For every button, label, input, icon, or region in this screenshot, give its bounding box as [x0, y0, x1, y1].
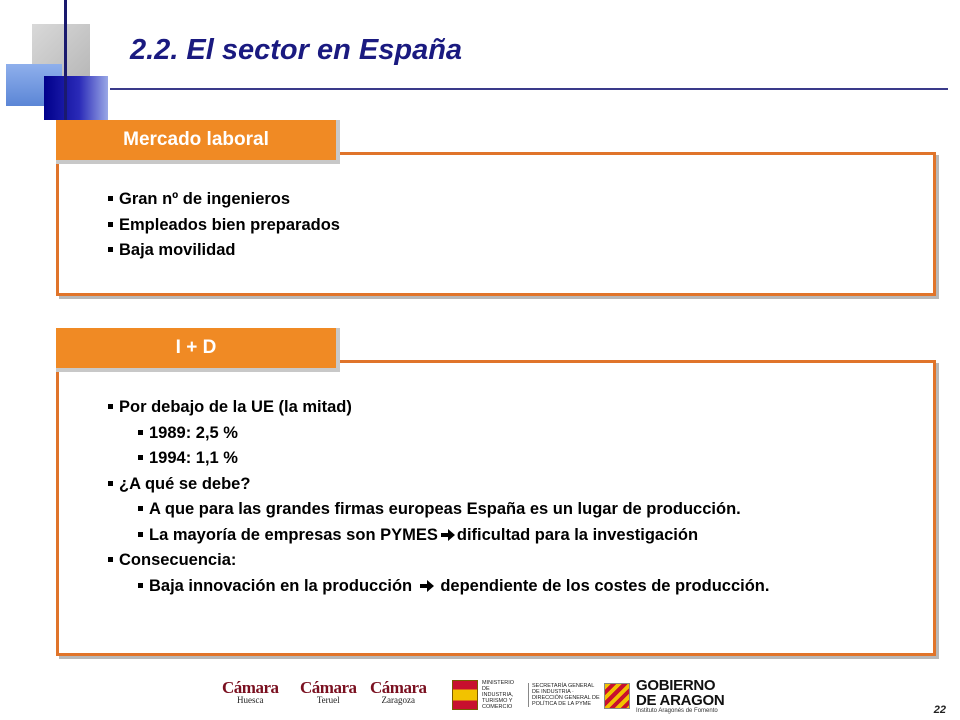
title-vertical-rule [64, 0, 67, 122]
mercado-laboral-list [107, 187, 340, 264]
gobierno-line1: GOBIERNO [636, 677, 716, 694]
arrow-right-icon [420, 580, 434, 592]
logo-name: Cámara [222, 678, 279, 697]
list-item-text: Baja innovación en la producción [149, 576, 413, 595]
mercado-laboral-tab: Mercado laboral [56, 120, 340, 164]
page-number: 22 [933, 704, 946, 716]
logo-city: Zaragoza [381, 695, 415, 705]
gobierno-text [636, 678, 724, 714]
mercado-laboral-box [56, 152, 936, 296]
gobierno-aragon-logo [604, 676, 734, 716]
ministerio-logo [452, 678, 602, 712]
list-item: Por debajo de la UE (la mitad) [107, 395, 919, 421]
list-item [137, 523, 919, 549]
list-item: 1994: 1,1 % [137, 446, 919, 472]
list-item [137, 574, 919, 600]
list-item: Gran nº de ingenieros [107, 187, 340, 213]
gobierno-subtitle: Instituto Aragonés de Fomento [636, 708, 718, 714]
list-item: ¿A qué se debe? [107, 472, 919, 498]
camara-huesca-logo [222, 678, 278, 705]
camara-zaragoza-logo [370, 678, 426, 705]
logo-name: Cámara [370, 678, 427, 697]
list-item: 1989: 2,5 % [137, 421, 919, 447]
logo-city: Teruel [316, 695, 340, 705]
i-d-box [56, 360, 936, 656]
list-item-text: La mayoría de empresas son PYMES [149, 525, 438, 544]
camara-teruel-logo [300, 678, 356, 705]
title-decoration-navy-square [44, 76, 108, 120]
secretaria-name: SECRETARÍA GENERAL DE INDUSTRIA · DIRECCIÓN GENERAL DE POLÍTICA DE LA PYME [528, 683, 600, 707]
gobierno-line2: DE ARAGON [636, 692, 725, 709]
i-d-list [107, 395, 919, 599]
logo-city: Huesca [236, 695, 264, 705]
slide-title: 2.2. El sector en España [130, 34, 463, 66]
ministerio-name: MINISTERIO DE INDUSTRIA, TURISMO Y COMERCIO [482, 680, 515, 710]
list-item: Baja movilidad [107, 238, 340, 264]
title-underline-rule [110, 88, 948, 90]
list-item: Empleados bien preparados [107, 213, 340, 239]
coat-of-arms-icon [452, 680, 478, 710]
list-item: Consecuencia: [107, 548, 919, 574]
list-item-text: dificultad para la investigación [456, 525, 699, 544]
i-d-tab: I + D [56, 328, 340, 372]
aragon-flag-icon [604, 683, 630, 709]
arrow-right-icon [441, 529, 455, 541]
logo-name: Cámara [300, 678, 357, 697]
list-item-text: dependiente de los costes de producción. [440, 576, 770, 595]
footer-logos [0, 672, 960, 720]
list-item: A que para las grandes firmas europeas España es un lugar de producción. [137, 497, 919, 523]
